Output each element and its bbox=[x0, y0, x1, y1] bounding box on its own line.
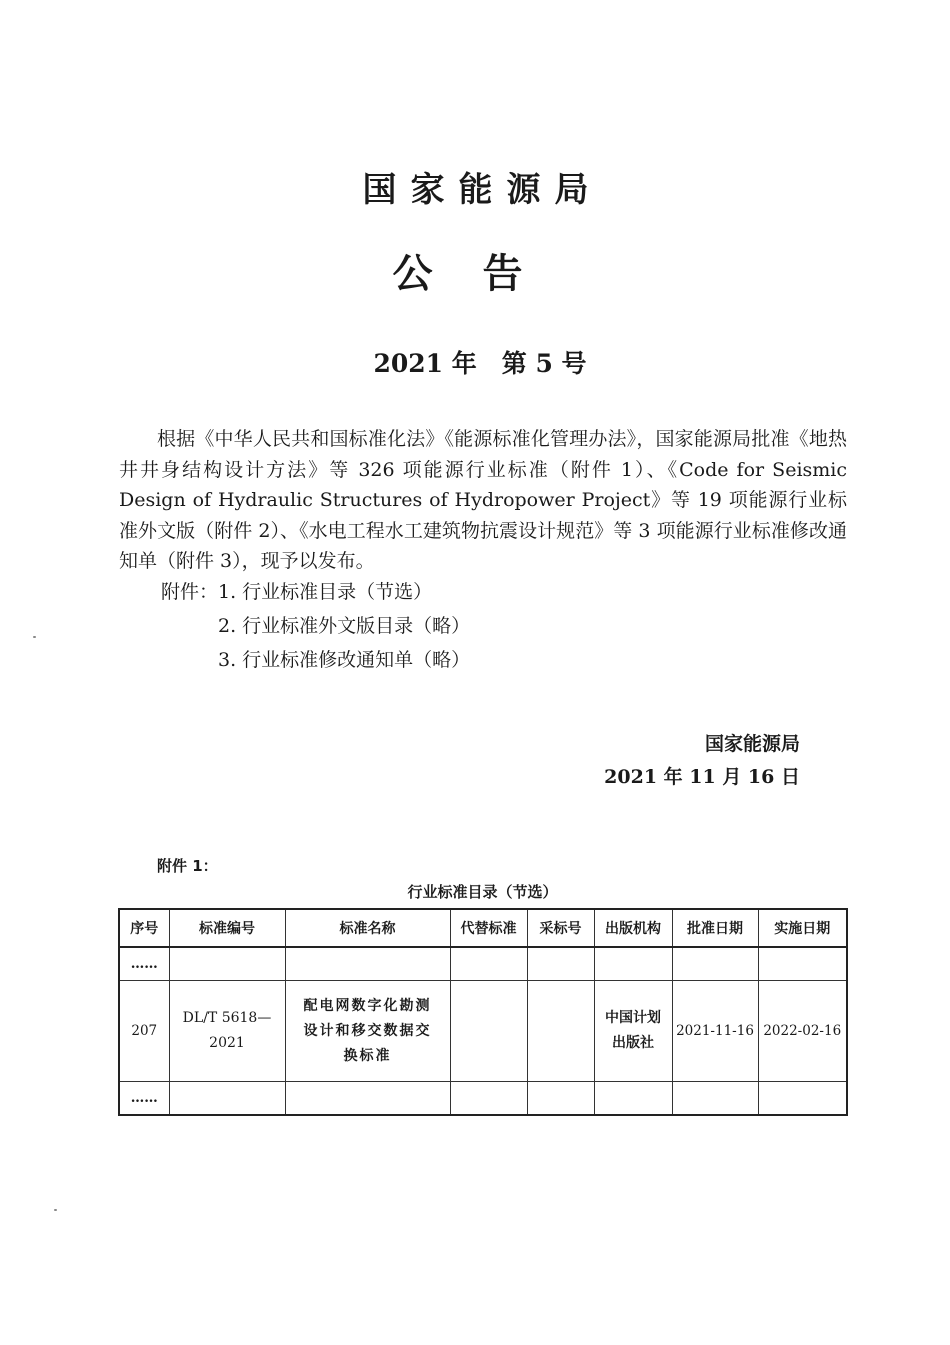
column-header: 代替标准 bbox=[450, 909, 527, 947]
attachment-2: 2. 行业标准外文版目录（略） bbox=[218, 615, 471, 637]
table-row bbox=[119, 947, 847, 981]
attachment-list bbox=[161, 575, 470, 677]
column-header: 标准编号 bbox=[169, 909, 285, 947]
column-header: 批准日期 bbox=[672, 909, 758, 947]
attachment-item bbox=[161, 575, 470, 609]
standards-catalog-table bbox=[118, 908, 848, 1116]
adopted-number bbox=[527, 981, 594, 1082]
column-header: 标准名称 bbox=[285, 909, 450, 947]
table-header-row bbox=[119, 909, 847, 947]
table-row bbox=[119, 1082, 847, 1116]
replaced-standard bbox=[450, 981, 527, 1082]
scan-speck bbox=[33, 636, 36, 638]
row-number: 207 bbox=[119, 981, 169, 1082]
scan-speck bbox=[54, 1209, 57, 1211]
attachment-item bbox=[161, 643, 470, 677]
column-header: 实施日期 bbox=[758, 909, 847, 947]
approval-date: 2021-11-16 bbox=[672, 981, 758, 1082]
announcement-paragraph: 根据《中华人民共和国标准化法》《能源标准化管理办法》，国家能源局批准《地热井井身结构设计方法》等 326 项能源行业标准（附件 1）、《Code for Seismic Design of Hydraulic Structures of Hydropower Project》等 19 项能源行业标准外文版（附件 2）、《水电工程水工建筑物抗震设计规范》等 3 项能源行业标准修改通知单（附件 3），现予以发布。 bbox=[119, 428, 847, 572]
attachment-3: 3. 行业标准修改通知单（略） bbox=[218, 649, 471, 671]
standard-name: 配电网数字化勘测 设计和移交数据交 换标准 bbox=[285, 981, 450, 1082]
attachment-item bbox=[161, 609, 470, 643]
column-header: 序号 bbox=[119, 909, 169, 947]
table-row bbox=[119, 981, 847, 1082]
column-header: 采标号 bbox=[527, 909, 594, 947]
attachments-label: 附件： bbox=[161, 581, 219, 603]
attachment-1: 1. 行业标准目录（节选） bbox=[218, 581, 433, 603]
effective-date: 2022-02-16 bbox=[758, 981, 847, 1082]
agency-title: 国家能源局 bbox=[362, 170, 603, 210]
annex-title: 行业标准目录（节选） bbox=[407, 883, 558, 901]
ellipsis-cell: …… bbox=[119, 947, 169, 981]
ellipsis-cell: …… bbox=[119, 1082, 169, 1116]
document-kind: 公告 bbox=[392, 251, 573, 297]
standard-code: DL/T 5618— 2021 bbox=[169, 981, 285, 1082]
publisher: 中国计划 出版社 bbox=[594, 981, 672, 1082]
column-header: 出版机构 bbox=[594, 909, 672, 947]
annex-label: 附件 1： bbox=[157, 857, 218, 875]
signature-org: 国家能源局 bbox=[704, 733, 800, 755]
document-number: 2021 年 第 5 号 bbox=[373, 349, 587, 378]
signature-date: 2021 年 11 月 16 日 bbox=[604, 766, 800, 788]
